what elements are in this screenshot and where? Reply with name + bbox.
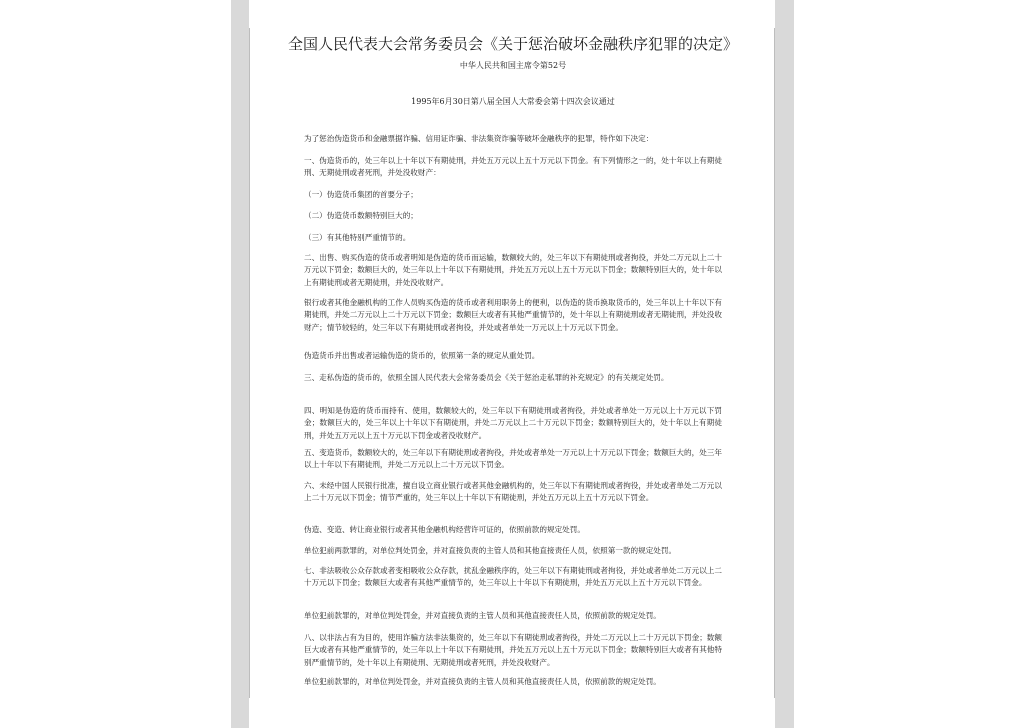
document-title: 全国人民代表大会常务委员会《关于惩治破坏金融秩序犯罪的决定》 bbox=[287, 35, 738, 53]
paragraph-article-4: 四、明知是伪造的货币而持有、使用，数额较大的，处三年以下有期徒刑或者拘役，并处或者单处一万元以上十万元以下罚金；数额巨大的，处三年以上十年以下有期徒刑，并处二万元以上二十万元以下罚金；数额特别巨大的，处十年以上有期徒刑，并处五万元以上五十万元以下罚金或者没收财产。 bbox=[304, 406, 722, 440]
paragraph-article-5: 五、变造货币，数额较大的，处三年以下有期徒刑或者拘役，并处或者单处一万元以上十万元以下罚金；数额巨大的，处三年以上十年以下有期徒刑，并处二万元以上二十万元以下罚金。 bbox=[304, 448, 722, 470]
paragraph-article-7: 七、非法吸收公众存款或者变相吸收公众存款，扰乱金融秩序的，处三年以下有期徒刑或者拘役，并处或者单处二万元以上二十万元以下罚金；数额巨大或者有其他严重情节的，处三年以上十年以下有期徒刑，并处五万元以上五十万元以下罚金。 bbox=[304, 566, 722, 588]
paragraph-article-6-license: 伪造、变造、转让商业银行或者其他金融机构经营许可证的，依照前款的规定处罚。 bbox=[304, 525, 585, 534]
paragraph-article-2: 二、出售、购买伪造的货币或者明知是伪造的货币而运输，数额较大的，处三年以下有期徒刑或者拘役，并处二万元以上二十万元以下罚金；数额巨大的，处三年以上十年以下有期徒刑，并处五万元以上五十万元以下罚金；数额特别巨大的，处十年以上有期徒刑或者无期徒刑，并处没收财产。 bbox=[304, 253, 722, 287]
paragraph-article-7-unit: 单位犯前款罪的，对单位判处罚金，并对直接负责的主管人员和其他直接责任人员，依照前款的规定处罚。 bbox=[304, 611, 661, 620]
page-border-right bbox=[774, 28, 775, 698]
page-margin-left bbox=[231, 0, 249, 728]
page-border-left bbox=[249, 28, 250, 698]
paragraph-article-3: 三、走私伪造的货币的，依照全国人民代表大会常务委员会《关于惩治走私罪的补充规定》的有关规定处罚。 bbox=[304, 373, 669, 382]
presidential-order-number: 中华人民共和国主席令第52号 bbox=[459, 61, 567, 70]
paragraph-article-2-bank: 银行或者其他金融机构的工作人员购买伪造的货币或者利用职务上的便利，以伪造的货币换取货币的，处三年以上十年以下有期徒刑，并处二万元以上二十万元以下罚金；数额巨大或者有其他严重情节的，处十年以上有期徒刑或者无期徒刑，并处没收财产；情节较轻的，处三年以下有期徒刑或者拘役，并处或者单处一万元以上十万元以下罚金。 bbox=[304, 298, 722, 332]
paragraph-item-1: （一）伪造货币集团的首要分子； bbox=[304, 190, 418, 199]
document-page bbox=[249, 0, 775, 728]
adoption-note: 1995年6月30日第八届全国人大常委会第十四次会议通过 bbox=[411, 97, 615, 106]
paragraph-article-8-unit: 单位犯前款罪的，对单位判处罚金，并对直接负责的主管人员和其他直接责任人员，依照前款的规定处罚。 bbox=[304, 677, 661, 686]
page-margin-right bbox=[775, 0, 794, 728]
paragraph-item-3: （三）有其他特别严重情节的。 bbox=[304, 233, 411, 242]
paragraph-article-6-unit: 单位犯前两款罪的，对单位判处罚金，并对直接负责的主管人员和其他直接责任人员，依照第一款的规定处罚。 bbox=[304, 546, 677, 555]
paragraph-article-8: 八、以非法占有为目的，使用诈骗方法非法集资的，处三年以下有期徒刑或者拘役，并处二万元以上二十万元以下罚金；数额巨大或者有其他严重情节的，处三年以上十年以下有期徒刑，并处五万元以上五十万元以下罚金；数额特别巨大或者有其他特别严重情节的，处十年以上有期徒刑、无期徒刑或者死刑，并处没收财产。 bbox=[304, 633, 722, 667]
paragraph-preamble: 为了惩治伪造货币和金融票据诈骗、信用证诈骗、非法集资诈骗等破坏金融秩序的犯罪，特作如下决定： bbox=[304, 134, 654, 143]
paragraph-article-2-heavier: 伪造货币并出售或者运输伪造的货币的，依照第一条的规定从重处罚。 bbox=[304, 351, 540, 360]
document-content bbox=[287, 34, 738, 686]
paragraph-article-1: 一、伪造货币的，处三年以上十年以下有期徒刑，并处五万元以上五十万元以下罚金。有下列情形之一的，处十年以上有期徒刑、无期徒刑或者死刑，并处没收财产： bbox=[304, 156, 722, 178]
paragraph-article-6: 六、未经中国人民银行批准，擅自设立商业银行或者其他金融机构的，处三年以下有期徒刑或者拘役，并处或者单处二万元以上二十万元以下罚金；情节严重的，处三年以上十年以下有期徒刑，并处五万元以上五十万元以下罚金。 bbox=[304, 481, 722, 503]
paragraph-item-2: （二）伪造货币数额特别巨大的； bbox=[304, 211, 418, 220]
